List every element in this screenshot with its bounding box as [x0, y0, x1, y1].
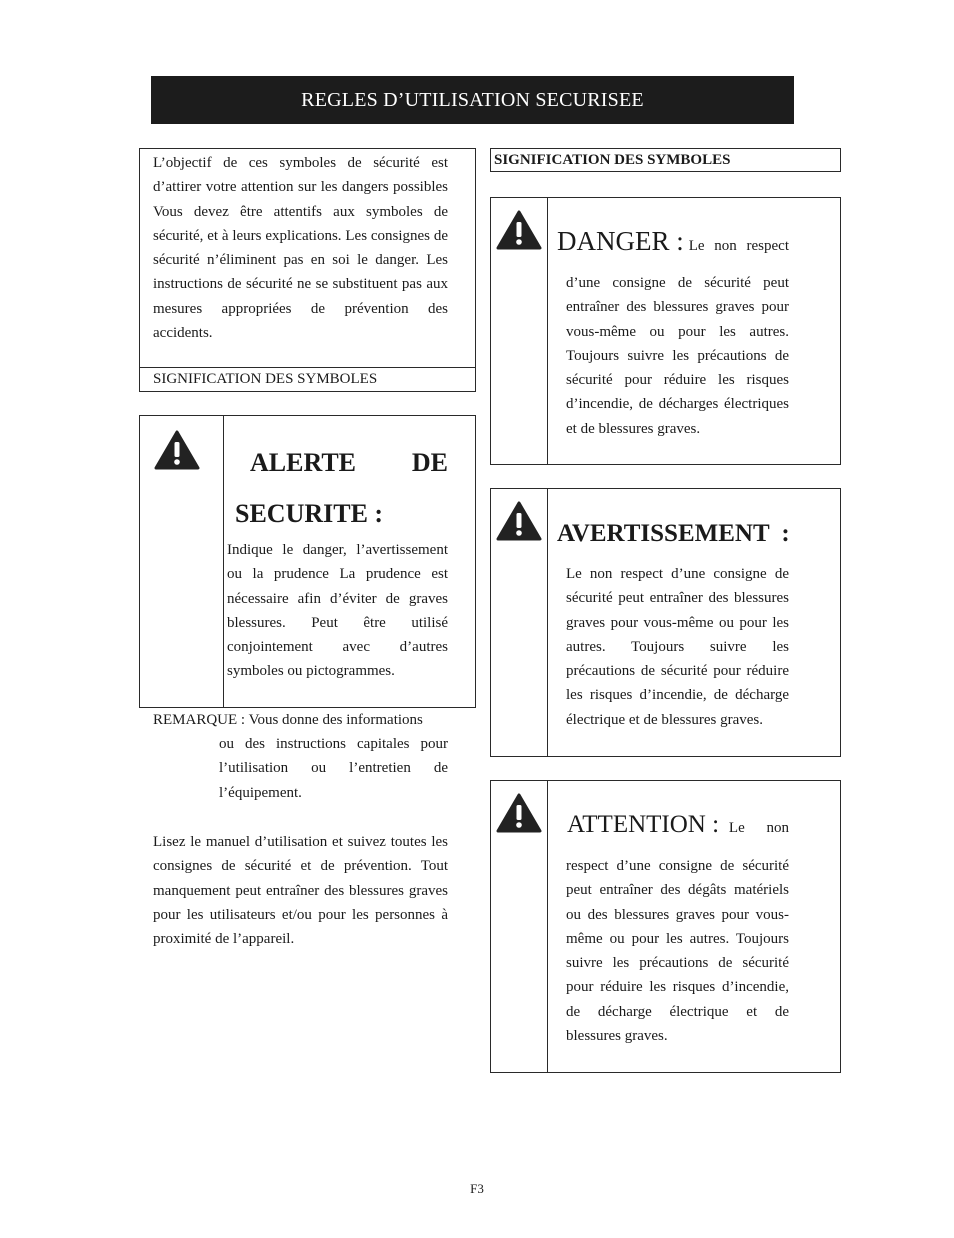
warning-triangle-icon — [154, 430, 200, 470]
warning-triangle-icon — [496, 793, 542, 833]
warning-triangle-icon — [496, 501, 542, 541]
avertissement-box — [490, 488, 841, 757]
attention-text: respect d’une consigne de sécurité peut entraîner des dégâts matériels ou des blessures graves pour vous-même ou pour les autres. Toujours suivre les précautions de sécurité pour réduire les risques d’incendie, de décharge électrique et de blessures graves. — [566, 858, 789, 1045]
intro-paragraph: L’objectif de ces symboles de sécurité est d’attirer votre attention sur les dangers possibles Vous devez être attentifs aux symboles de sécurité, et à leurs explications. Les consignes de sécurité n’éliminent pas en soi le danger. Les instructions de sécurité ne se substituent pas aux mesures appropriées de prévention des accidents. — [153, 155, 448, 342]
alert-title-word2: DE — [411, 448, 448, 477]
danger-title-line — [557, 226, 789, 257]
attention-box — [490, 780, 841, 1073]
symbols-label-right — [490, 148, 841, 172]
attention-lead: Le non — [728, 820, 789, 836]
symbols-label-right-text: SIGNIFICATION DES SYMBOLES — [494, 152, 731, 168]
danger-text: d’une consigne de sécurité peut entraîner des blessures graves pour vous-même ou pour les autres. Toujours suivre les précautions de sécurité pour réduire les risques d’incendie, de décharges électriques et de blessures graves. — [566, 275, 789, 437]
danger-icon-column — [491, 198, 548, 464]
alert-title-word1: ALERTE — [250, 448, 357, 477]
avertissement-icon-column — [491, 489, 548, 756]
avertissement-text: Le non respect d’une consigne de sécurité peut entraîner des blessures graves pour vous-même ou pour les autres. Toujours suivre les précautions de sécurité pour réduire les risques d’incendie, de décharge électrique et de blessures graves. — [566, 566, 789, 728]
attention-content — [548, 781, 840, 1072]
alert-icon-column — [140, 416, 224, 707]
alert-title-line1 — [250, 448, 448, 478]
alert-box — [139, 415, 476, 708]
section-header — [151, 76, 794, 124]
section-title: REGLES D’UTILISATION SECURISEE — [301, 88, 644, 111]
danger-box — [490, 197, 841, 465]
attention-title-line — [567, 811, 789, 839]
page-number: F3 — [470, 1181, 484, 1196]
alert-text: Indique le danger, l’avertissement ou la prudence La prudence est nécessaire afin d’éviter de graves blessures. Peut être utilisé conjointement avec d’autres symboles ou pictogrammes. — [227, 542, 448, 680]
danger-lead: Le non respect — [688, 238, 789, 254]
danger-title: DANGER : — [557, 226, 684, 256]
attention-title: ATTENTION : — [567, 811, 720, 838]
alert-content — [224, 416, 475, 707]
symbols-label-left-text: SIGNIFICATION DES SYMBOLES — [153, 371, 378, 387]
avertissement-title: AVERTISSEMENT : — [557, 520, 790, 547]
manual-note: Lisez le manuel d’utilisation et suivez toutes les consignes de sécurité et de prévention. Tout manquement peut entraîner des blessures graves pour les utilisateurs et/ou pour les personnes à proximité de l’appareil. — [153, 834, 448, 948]
avertissement-content — [548, 489, 840, 756]
remarque-text: ou des instructions capitales pour l’utilisation ou l’entretien de l’équipement. — [219, 736, 448, 801]
symbols-label-left — [139, 367, 476, 392]
warning-triangle-icon — [496, 210, 542, 250]
intro-box — [139, 148, 476, 368]
remarque-lead: REMARQUE : Vous donne des informations — [153, 712, 423, 728]
attention-icon-column — [491, 781, 548, 1072]
alert-title-line2: SECURITE : — [235, 499, 384, 528]
danger-content — [548, 198, 840, 464]
